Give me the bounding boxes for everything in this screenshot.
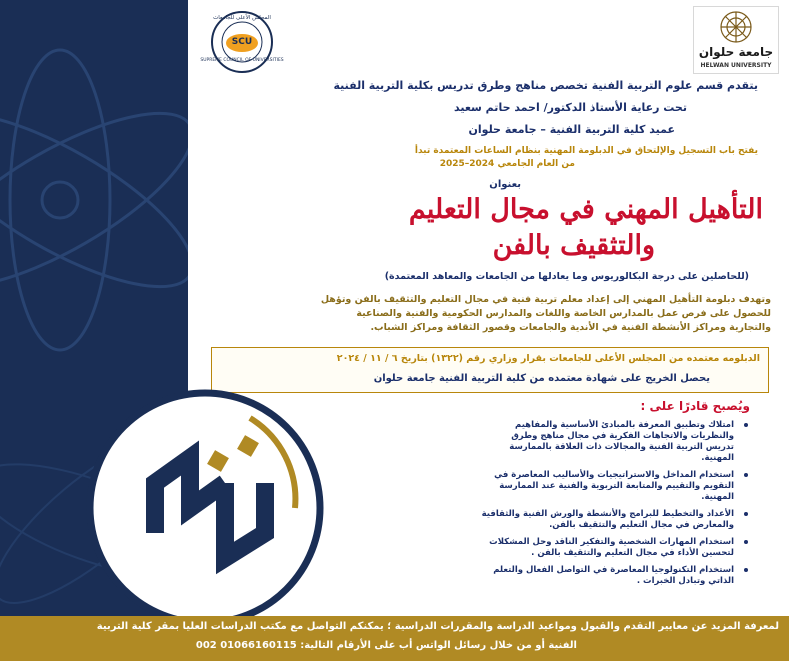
bullet-icon	[744, 540, 748, 544]
accreditation-decree: الدبلومه معتمده من المجلس الأعلى للجامعات بقرار وزاري رقم (١٣٢٢) بتاريخ ٦ / ١١ / ٢٠٢٤	[336, 353, 760, 364]
scu-logo	[198, 10, 286, 74]
dean-line: عميد كلية التربية الفنية – جامعة حلوان	[468, 123, 675, 136]
list-item: استخدام التكنولوجيا المعاصرة في التواصل الفعال والتعلم الذاتي وتبادل الخبرات .	[560, 565, 752, 587]
eligibility-note: (للحاصلين على درجة البكالوريوس وما يعادلها من الجامعات والمعاهد المعتمدة)	[384, 271, 749, 282]
registration-line: يفتح باب التسجيل والإلتحاق في الدبلومة المهنية بنظام الساعات المعتمدة تبدأ	[414, 146, 758, 156]
titled-label: بعنوان	[489, 179, 521, 190]
bullet-icon	[744, 423, 748, 427]
bullet-icon	[744, 568, 748, 572]
list-item: امتلاك وتطبيق المعرفة بالمبادئ الأساسية والمفاهيم والنظريات والاتجاهات الفكرية في مجال مناهج وطرق تدريس التربية الفنية والمجالات ذات العلاقة بالممارسة المهنية.	[560, 420, 752, 464]
helwan-university-logo	[693, 6, 779, 74]
list-item: استخدام المهارات الشخصية والتفكير الناقد وحل المشكلات لتحسين الأداء في مجال التعليم والتثقيف بالفن .	[560, 537, 752, 559]
list-item: استخدام المداخل والاستراتيجيات والأساليب المعاصرة في التقويم والتقييم والمتابعة التربوية والفنية عند الممارسة المهنية.	[560, 470, 752, 503]
scu-english: SUPREME COUNCIL OF UNIVERSITIES	[200, 58, 284, 63]
contact-footer	[0, 616, 789, 661]
bullet-icon	[744, 473, 748, 477]
list-item: الأعداد والتخطيط للبرامج والأنشطة والورش الفنية والثقافية والمعارض في مجال التعليم والتثقيف بالفن.	[560, 509, 752, 531]
description-line: وتهدف دبلومة التأهيل المهني إلى إعداد معلم تربية فنية في مجال التعليم والتثقيف بالفن وتؤهل	[320, 294, 771, 305]
skills-heading: ويُصبح قادرًا على :	[640, 399, 750, 413]
scu-abbr: SCU	[231, 37, 253, 47]
contact-line: لمعرفة المزيد عن معايير التقدم والقبول ومواعيد الدراسة والمقررات الدراسية ؛ يمكنكم التواصل مع مكتب الدراسات العليا بمقر كلية التربية	[96, 621, 779, 632]
certificate-note: يحصل الخريج على شهادة معتمده من كلية التربية الفنية جامعة حلوان	[373, 373, 710, 384]
department-intro: يتقدم قسم علوم التربية الفنية تخصص مناهج وطرق تدريس بكلية التربية الفنية	[333, 79, 758, 92]
bullet-icon	[744, 512, 748, 516]
patronage-line: تحت رعاية الأستاذ الدكتور/ احمد حاتم سعيد	[453, 101, 687, 114]
scu-arabic: المجلس الأعلى للجامعات	[213, 15, 271, 21]
program-title-line2: والتثقيف بالفن	[492, 230, 655, 261]
contact-phone-line: الفنية أو من خلال رسائل الواتس أب على الأرقام التالية: 01066160115 002	[195, 640, 577, 651]
academic-year-line: من العام الجامعي 2024–2025	[439, 159, 575, 169]
helwan-emblem-icon	[694, 7, 778, 47]
helwan-logo-arabic: جامعة حلوان	[698, 45, 774, 59]
description-line: والتجارية ومراكز الأنشطة الفنية في الأندية والجامعات وقصور الثقافة ومراكز الشباب.	[370, 322, 771, 333]
skills-list	[481, 420, 752, 593]
program-title-line1: التأهيل المهني في مجال التعليم	[408, 194, 763, 225]
helwan-logo-english: HELWAN UNIVERSITY	[700, 62, 772, 69]
program-emblem-graphic	[60, 358, 370, 658]
description-line: للحصول على فرص عمل بالمدارس الخاصة واللغات والمدارس الحكومية والفنية والصناعية	[356, 308, 771, 319]
